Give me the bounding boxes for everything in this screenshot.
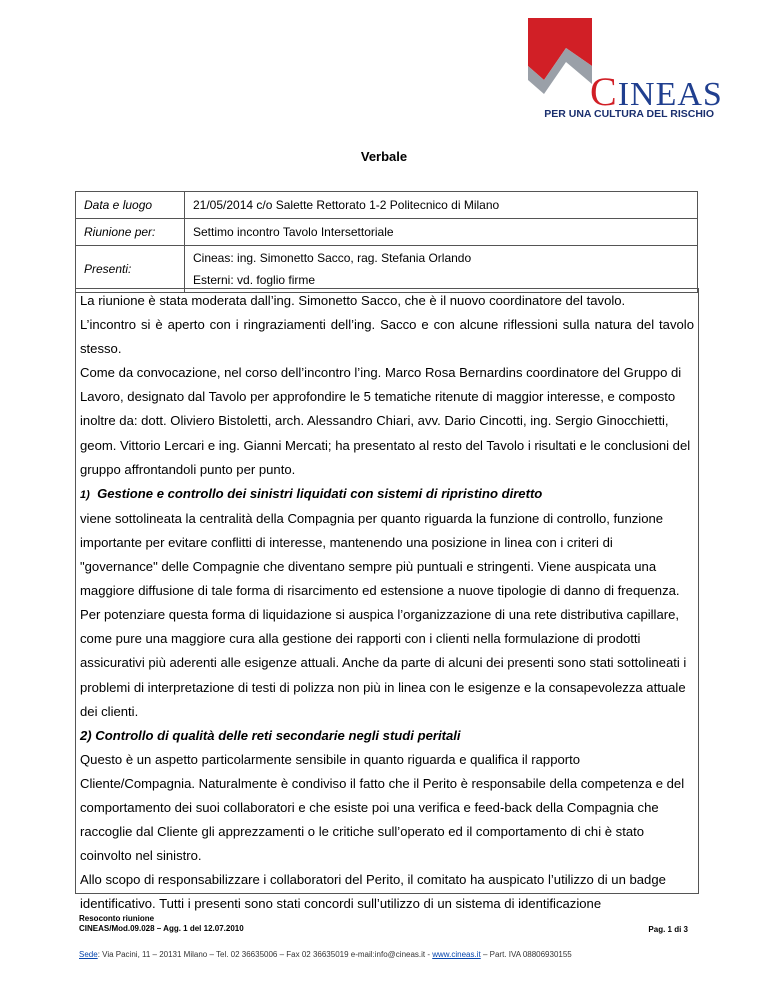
meeting-info-table [75, 191, 698, 293]
paragraph: L’incontro si è aperto con i ringraziamenti dell’ing. Sacco e con alcune riflessioni sulla natura del tavolo stesso. [80, 317, 694, 357]
attendees-external: Esterni: vd. foglio firme [193, 273, 316, 287]
paragraph: Questo è un aspetto particolarmente sensibile in quanto riguarda e qualifica il rapporto Cliente/Compagnia. Naturalmente è condiviso il fatto che il Perito è responsabile della competenza e del comportamento dei suoi collaboratori e che esiste poi una verifica e feed-back della Compagnia che raccoglie dal Cliente gli apprezzamenti o le critiche sull’operato ed il comportamento di chi è stato coinvolto nel sinistro. [80, 751, 685, 864]
page-number: Pag. 1 di 3 [648, 925, 688, 934]
info-label: Data e luogo [76, 192, 185, 219]
website-link[interactable]: www.cineas.it [432, 950, 481, 959]
paragraph: Per potenziare questa forma di liquidazione si auspica l’organizzazione di una rete distributiva capillare, come pure una maggiore cura alla gestione dei rapporti con i clienti nella formulazione di prodotti assicurativi più aderenti alle esigenze attuali. Anche da parte di alcuni dei presenti sono stati sottolineati i problemi di interpretazione di testi di polizza non più in linea con le esigenze e la consapevolezza attuale dei clienti. [80, 607, 687, 719]
cineas-logo [520, 18, 723, 120]
info-row-date-place [76, 192, 698, 219]
paragraph: viene sottolineata la centralità della Compagnia per quanto riguarda la funzione di controllo, funzione importante per evitare conflitti di interesse, mantenendo una posizione in linea con i criteri di "governance" delle Compagnie che diventano sempre più puntuali e stringenti. Viene auspicata una maggiore diffusione di tale forma di risarcimento ed estensione a nuove tipologie di danno di frequenza. [80, 510, 680, 599]
document-title: Verbale [360, 149, 408, 164]
info-row-meeting [76, 219, 698, 246]
logo-wordmark: CINEAS [590, 69, 723, 114]
footer-line-2: CINEAS/Mod.09.028 – Agg. 1 del 12.07.2010 [79, 924, 244, 933]
info-value: 21/05/2014 c/o Salette Rettorato 1-2 Politecnico di Milano [185, 192, 698, 219]
info-value: Settimo incontro Tavolo Intersettoriale [185, 219, 698, 246]
info-row-attendees [76, 246, 698, 293]
footer-doc-ref [79, 914, 244, 934]
sede-link[interactable]: Sede [79, 950, 98, 959]
paragraph: La riunione è stata moderata dall’ing. Simonetto Sacco, che è il nuovo coordinatore del tavolo. [80, 293, 626, 308]
paragraph: Come da convocazione, nel corso dell’incontro l’ing. Marco Rosa Bernardins coordinatore del Gruppo di Lavoro, designato dal Tavolo per approfondire le 5 tematiche ritenute di maggior interesse, e composto inoltre da: dott. Oliviero Bistoletti, arch. Alessandro Chiari, avv. Dario Cincotti, ing. Sergio Ginocchietti, geom. Vittorio Lercari e ing. Gianni Mercati; ha presentato al resto del Tavolo i risultati e le conclusioni del gruppo affrontandoli punto per punto. [80, 365, 691, 477]
info-label: Presenti: [76, 246, 185, 293]
footer-address [79, 950, 689, 959]
footer-line-1: Resoconto riunione [79, 914, 155, 923]
info-label: Riunione per: [76, 219, 185, 246]
section-heading-2: 2) Controllo di qualità delle reti secondarie negli studi peritali [80, 727, 461, 743]
vat-text: – Part. IVA 08806930155 [480, 950, 572, 959]
section-heading-1: 1) Gestione e controllo dei sinistri liquidati con sistemi di ripristino diretto [80, 485, 543, 501]
minutes-body [75, 288, 699, 912]
address-text: : Via Pacini, 11 – 20131 Milano – Tel. 02 36635006 – Fax 02 36635019 e-mail:info@cineas.it - [97, 950, 433, 959]
paragraph: Allo scopo di responsabilizzare i collaboratori del Perito, il comitato ha auspicato l’utilizzo di un badge identificativo. Tutti i presenti sono stati concordi sull’utilizzo di un sistema di identificazione [80, 872, 666, 912]
logo-tagline: PER UNA CULTURA DEL RISCHIO [544, 108, 714, 120]
attendees-cineas: Cineas: ing. Simonetto Sacco, rag. Stefania Orlando [193, 251, 472, 265]
info-value [185, 246, 698, 293]
